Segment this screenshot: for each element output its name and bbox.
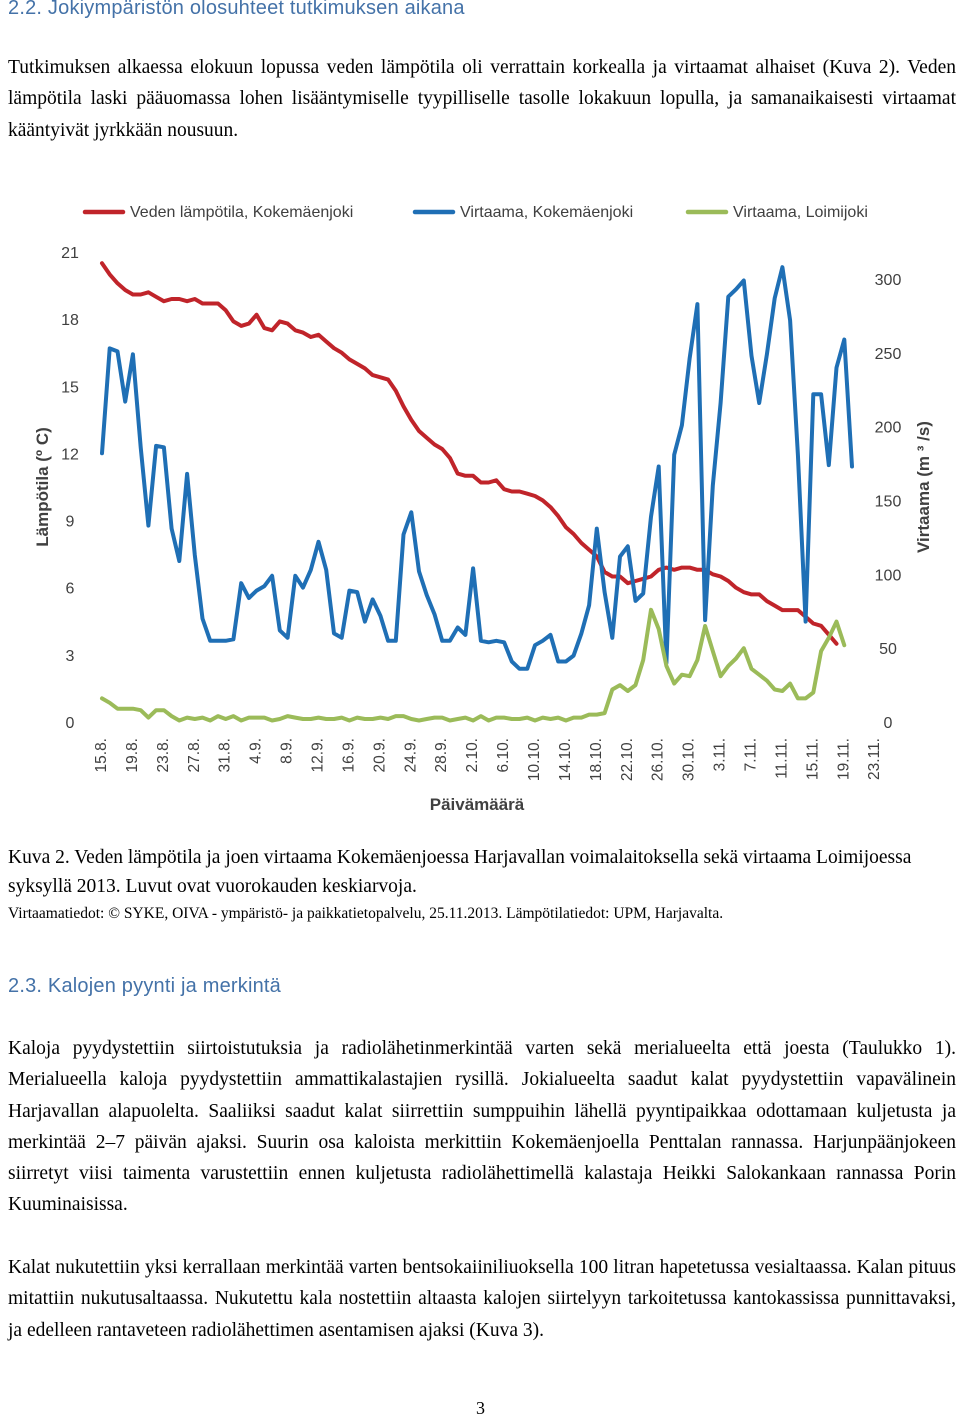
x-tick-label: 8.9.	[278, 738, 296, 764]
paragraph-intro: Tutkimuksen alkaessa elokuun lopussa veden lämpötila oli verrattain korkealla ja virtaamat alhaiset (Kuva 2). Veden lämpötila laski pääuomassa lohen lisääntymiselle tyypilliselle tasolle lokakuun lopulla, ja samanaikaisesti virtaamat kääntyivät jyrkkään nousuun.	[8, 57, 956, 141]
page-number: 3	[476, 1398, 485, 1418]
y-right-tick-label: 150	[874, 493, 902, 511]
data-source-note: Virtaamatiedot: © SYKE, OIVA - ympäristö- ja paikkatietopalvelu, 25.11.2013. Lämpötilatiedot: UPM, Harjavalta.	[8, 905, 724, 922]
y-left-tick-label: 9	[65, 513, 75, 531]
y-left-tick-label: 12	[61, 446, 79, 464]
x-tick-label: 20.9.	[371, 738, 389, 773]
x-tick-label: 6.10.	[495, 738, 513, 773]
y-right-tick-label: 300	[874, 272, 902, 289]
x-tick-label: 15.8.	[93, 738, 110, 773]
chart-legend	[85, 204, 868, 221]
x-tick-label: 18.10.	[587, 738, 605, 782]
x-tick-label: 11.11.	[773, 738, 791, 779]
x-tick-label: 23.11.	[866, 738, 884, 780]
paragraph-fish-catching: Kaloja pyydystettiin siirtoistutuksia ja radiolähetinmerkintää varten sekä merialueelta että joesta (Taulukko 1). Merialueella kaloja pyydystettiin ammattikalastajien rysillä. Jokialueelta saadut kalat pyydystettiin vapavälinein Harjavallan alapuolelta. Saaliiksi saadut kalat siirrettiin sumppuihin lähellä pyyntipaikkaa odottamaan kuljetusta ja merkintää 2–7 päivän ajaksi. Suurin osa kaloista merkittiin Kokemäenjoella Penttalan rannassa. Harjunpäänjokeen siirretyt viisi taimenta varustettiin ennen kuljetusta radiolähettimellä kalastaja Heikki Salokankaan rannassa Porin Kuuminaisissa.	[8, 1038, 956, 1216]
figure-caption: Kuva 2. Veden lämpötila ja joen virtaama Kokemäenjoessa Harjavallan voimalaitoksella sekä virtaama Loimijoessa syksyllä 2013. Luvut ovat vuorokauden keskiarvoja.	[8, 847, 912, 897]
y-right-tick-label: 0	[883, 715, 893, 732]
legend-label: Veden lämpötila, Kokemäenjoki	[130, 204, 354, 221]
y-left-tick-label: 18	[61, 312, 79, 330]
x-tick-label: 7.11.	[742, 738, 760, 772]
section-heading-2-2: 2.2. Jokiympäristön olosuhteet tutkimuksen aikana	[8, 0, 465, 19]
x-tick-label: 23.8.	[154, 738, 172, 773]
x-tick-label: 4.9.	[247, 738, 265, 764]
chart-axes	[33, 245, 933, 814]
x-tick-label: 19.11.	[835, 738, 853, 780]
y-right-tick-label: 100	[874, 567, 902, 585]
paragraph-fish-tagging: Kalat nukutettiin yksi kerrallaan merkintää varten bentsokaiiniliuoksella 100 litran hapetetussa vesialtaassa. Kalan pituus mitattiin nukutusaltaassa. Nukutettu kala nostettiin altaasta kalojen siirtelyyn tarkoitetussa kantokassissa punnittavaksi, ja edelleen rantaveteen radiolähettimen asentamisen ajaksi (Kuva 3).	[8, 1257, 956, 1341]
x-tick-label: 30.10.	[680, 738, 698, 782]
y-left-tick-label: 15	[61, 379, 79, 397]
y-left-tick-label: 6	[65, 580, 75, 598]
series-line-virtaama-loimijoki	[102, 610, 844, 721]
x-tick-label: 3.11.	[711, 738, 729, 772]
x-tick-label: 10.10.	[525, 738, 543, 782]
y-left-tick-label: 21	[61, 245, 79, 262]
x-tick-label: 26.10.	[649, 738, 667, 782]
x-tick-label: 12.9.	[309, 738, 327, 773]
x-tick-label: 22.10.	[618, 738, 636, 782]
y-left-axis-title: Lämpötila (º C)	[33, 427, 52, 547]
y-left-tick-label: 3	[65, 647, 75, 665]
y-right-tick-label: 50	[879, 641, 897, 659]
x-tick-label: 28.9.	[433, 738, 451, 773]
chart-lines	[102, 263, 852, 720]
y-left-tick-label: 0	[65, 715, 75, 732]
temperature-flow-chart	[0, 185, 960, 825]
section-heading-2-3: 2.3. Kalojen pyynti ja merkintä	[8, 975, 282, 997]
x-axis-title: Päivämäärä	[429, 795, 525, 814]
y-right-tick-label: 250	[874, 345, 902, 363]
x-tick-label: 14.10.	[556, 738, 574, 782]
y-right-axis-title: Virtaama (m ³ /s)	[914, 421, 933, 553]
x-tick-label: 15.11.	[804, 738, 822, 780]
x-tick-label: 19.8.	[123, 738, 141, 773]
legend-label: Virtaama, Loimijoki	[733, 204, 868, 221]
y-right-tick-label: 200	[874, 419, 902, 437]
x-tick-label: 27.8.	[185, 738, 203, 773]
series-line-virtaama-kokemäenjoki	[102, 267, 852, 669]
x-tick-label: 2.10.	[464, 738, 482, 773]
legend-label: Virtaama, Kokemäenjoki	[460, 204, 634, 221]
x-tick-label: 24.9.	[402, 738, 420, 773]
x-tick-label: 31.8.	[216, 738, 234, 773]
x-tick-label: 16.9.	[340, 738, 358, 773]
